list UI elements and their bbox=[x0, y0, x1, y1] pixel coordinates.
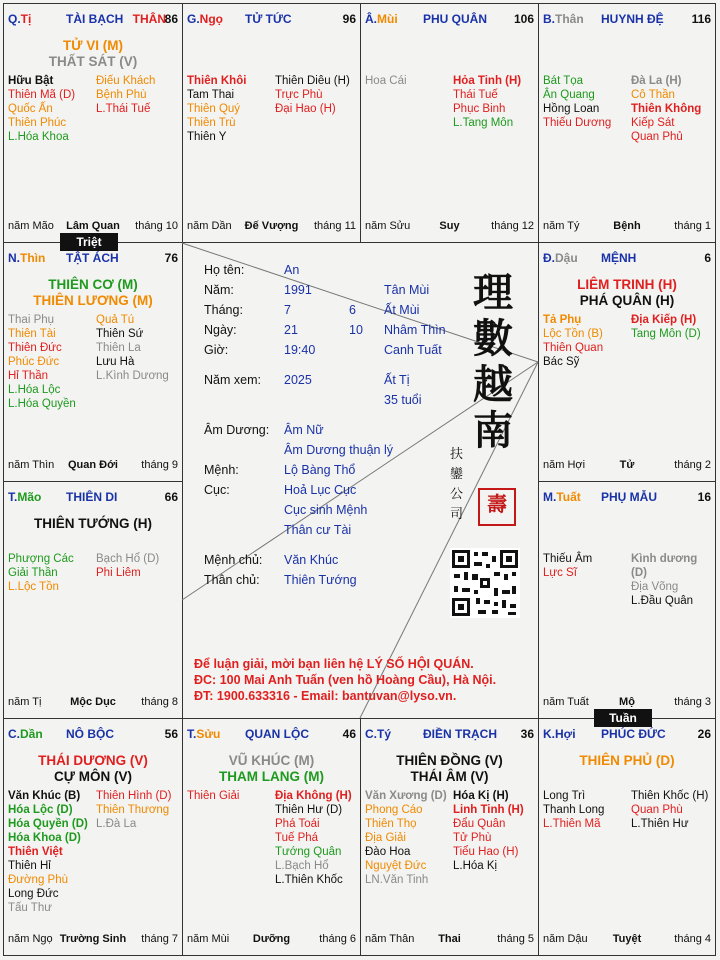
minor-star: Phi Liêm bbox=[96, 567, 141, 579]
minor-star: Linh Tinh (H) bbox=[453, 804, 524, 816]
palace-age: 26 bbox=[697, 727, 711, 741]
contact-line-2: ĐC: 100 Mai Anh Tuấn (ven hồ Hoàng Cầu), Hà Nội. bbox=[194, 673, 497, 687]
minor-star: L.Hóa Lộc bbox=[8, 384, 61, 396]
minor-star: L.Kình Dương bbox=[96, 370, 169, 382]
palace-age: 96 bbox=[342, 12, 356, 26]
palace-name: TÀI BẠCH THÂN bbox=[66, 12, 166, 26]
palace-element: Tị bbox=[20, 12, 32, 26]
palace-branch: M.Tuất bbox=[543, 490, 581, 504]
minor-star: L.Hóa Quyền bbox=[8, 398, 76, 410]
palace-age: 116 bbox=[691, 12, 711, 26]
palace-year: năm Tuất bbox=[543, 696, 589, 708]
palace-year: năm Hợi bbox=[543, 459, 586, 471]
view-year: 2025 bbox=[284, 373, 312, 387]
palace-month: tháng 12 bbox=[491, 220, 534, 232]
palace-age: 76 bbox=[164, 251, 178, 265]
palace-name: HUYNH ĐỆ bbox=[601, 12, 664, 26]
palace-branch: C.Tý bbox=[365, 727, 392, 741]
minor-star: Hóa Lộc (D) bbox=[8, 804, 73, 816]
minor-star: L.Đầu Quân bbox=[631, 595, 694, 607]
palace-branch: C.Dần bbox=[8, 727, 43, 741]
minor-star: Thiên Sứ bbox=[96, 328, 144, 340]
minor-star: Thiên Hư (D) bbox=[275, 804, 343, 816]
calli-char: 數 bbox=[473, 315, 513, 362]
month-lunar-num: 6 bbox=[349, 303, 356, 317]
minor-star: Phúc Đức bbox=[8, 356, 60, 368]
major-star: THÁI DƯƠNG (V) bbox=[38, 753, 148, 768]
palace-branch: T.Mão bbox=[8, 490, 42, 504]
palace-year: năm Thân bbox=[365, 933, 415, 945]
minor-star: L.Thiên Mã bbox=[543, 818, 601, 830]
tuan-tag: Tuần bbox=[594, 709, 652, 727]
minor-star: Quốc Ấn bbox=[8, 103, 53, 115]
palace-month: tháng 10 bbox=[135, 220, 178, 232]
palace-age: 86 bbox=[164, 12, 178, 26]
major-star: THIÊN PHỦ (D) bbox=[579, 753, 675, 768]
palace-branch: Đ.Dậu bbox=[543, 251, 578, 265]
minor-star: Tấu Thư bbox=[8, 902, 52, 914]
minor-star: Thiên Giải bbox=[187, 790, 240, 802]
minor-star: Thiên Thương bbox=[96, 804, 170, 816]
minor-star: Phá Toái bbox=[275, 818, 320, 830]
day-lunar: Nhâm Thìn bbox=[384, 323, 446, 337]
minor-star: L.Lộc Tồn bbox=[8, 581, 59, 593]
palace-stage: Tử bbox=[619, 459, 635, 471]
minor-star: Hoa Cái bbox=[365, 75, 407, 87]
minor-star: Thiên Quý bbox=[187, 103, 241, 115]
contact-line-3[interactable]: ĐT: 1900.633316 - Email: bantuvan@lyso.vn. bbox=[194, 689, 457, 703]
palace-element: Mão bbox=[17, 490, 42, 504]
minor-star: Thái Tuế bbox=[453, 89, 498, 101]
minor-star: L.Thái Tuế bbox=[96, 103, 151, 115]
minor-star: Bạch Hổ (D) bbox=[96, 553, 160, 565]
major-star: LIÊM TRINH (H) bbox=[577, 277, 677, 292]
than-chu-value: Thiên Tướng bbox=[284, 573, 357, 587]
than-chu-label: Thân chủ: bbox=[204, 573, 260, 587]
palace-year: năm Ngọ bbox=[8, 933, 53, 945]
minor-star: Thiên Mã (D) bbox=[8, 89, 76, 101]
palace-element: Tuất bbox=[556, 490, 581, 504]
major-star: THIÊN CƠ (M) bbox=[48, 277, 138, 292]
minor-star: Văn Xương (D) bbox=[365, 790, 447, 802]
major-star: CỰ MÔN (V) bbox=[54, 769, 132, 784]
minor-star: Hóa Khoa (D) bbox=[8, 832, 81, 844]
day-solar: 21 bbox=[284, 323, 298, 337]
minor-star: Thiên Đức bbox=[8, 342, 62, 354]
palace-name: PHỤ MẪU bbox=[601, 490, 657, 504]
minor-star: Thanh Long bbox=[543, 804, 605, 816]
minor-star: Thiên Việt bbox=[8, 846, 63, 858]
palace-element: Sửu bbox=[196, 727, 221, 741]
palace-month: tháng 8 bbox=[141, 696, 178, 708]
palace-year: năm Dậu bbox=[543, 933, 588, 945]
qr-code-icon[interactable] bbox=[450, 548, 520, 618]
minor-star: Tử Phù bbox=[453, 832, 492, 844]
palace-year: năm Sửu bbox=[365, 220, 411, 232]
minor-star: Lộc Tồn (B) bbox=[543, 328, 603, 340]
palace-stage: Trường Sinh bbox=[59, 933, 127, 945]
major-star: THIÊN ĐỒNG (V) bbox=[396, 753, 503, 768]
minor-star: Trực Phù bbox=[275, 89, 323, 101]
minor-star: Đại Hao (H) bbox=[275, 103, 336, 115]
palace-element: Thìn bbox=[20, 251, 46, 265]
palace-name: THIÊN DI bbox=[66, 490, 118, 504]
palace-branch: B.Thân bbox=[543, 12, 584, 26]
view-year-label: Năm xem: bbox=[204, 373, 261, 387]
palace-year: năm Tý bbox=[543, 220, 580, 232]
minor-star: Tuế Phá bbox=[275, 832, 319, 844]
palace-element: Mùi bbox=[377, 12, 398, 26]
seal-stamp-icon: 壽 bbox=[478, 488, 516, 526]
calli-char: 越 bbox=[473, 361, 513, 408]
palace-age: 16 bbox=[697, 490, 711, 504]
palace-stage: Tuyệt bbox=[612, 933, 642, 945]
palace-year: năm Mão bbox=[8, 220, 54, 232]
triet-tag: Triệt bbox=[60, 233, 118, 251]
minor-star: Thiên Thọ bbox=[365, 818, 417, 830]
view-lunar: Ất Tị bbox=[384, 373, 410, 387]
palace-element: Tý bbox=[377, 727, 392, 741]
palace-name: TẬT ÁCH bbox=[66, 251, 119, 265]
palace-month: tháng 3 bbox=[674, 696, 711, 708]
minor-star: L.Hóa Khoa bbox=[8, 131, 69, 143]
palace-month: tháng 1 bbox=[674, 220, 711, 232]
minor-star: Thiên Khôi bbox=[187, 75, 247, 87]
palace-branch: T.Sửu bbox=[187, 727, 221, 741]
minor-star: Thiên Không bbox=[631, 103, 702, 115]
minor-star: Phục Binh bbox=[453, 103, 506, 115]
minor-star: Phong Cáo bbox=[365, 804, 423, 816]
calli-char: 理 bbox=[473, 269, 513, 316]
palace-name: QUAN LỘC bbox=[245, 727, 309, 741]
palace-age: 106 bbox=[513, 12, 534, 26]
minor-star: Hữu Bật bbox=[8, 75, 54, 87]
palace-element: Dần bbox=[20, 727, 43, 741]
than-marker: THÂN bbox=[132, 12, 166, 26]
palace-branch: Q.Tị bbox=[8, 12, 32, 26]
minor-star: L.Bạch Hổ bbox=[275, 860, 329, 872]
palace-month: tháng 2 bbox=[674, 459, 711, 471]
palace-month: tháng 6 bbox=[319, 933, 356, 945]
minor-star: Thiếu Dương bbox=[543, 117, 612, 129]
palace-year: năm Tị bbox=[8, 696, 42, 708]
minor-star: Lưu Hà bbox=[96, 356, 135, 368]
palace-name: NÔ BỘC bbox=[66, 727, 114, 741]
minor-star: Văn Khúc (B) bbox=[8, 790, 81, 802]
menh-value: Lộ Bàng Thổ bbox=[284, 463, 356, 477]
minor-star: L.Thiên Khốc bbox=[275, 874, 343, 886]
minor-star: Bệnh Phù bbox=[96, 89, 147, 101]
month-solar: 7 bbox=[284, 303, 291, 317]
palace-branch: K.Hợi bbox=[543, 727, 576, 741]
minor-star: Đường Phù bbox=[8, 874, 68, 886]
contact-block bbox=[194, 656, 496, 704]
palace-name: ĐIỀN TRẠCH bbox=[423, 727, 497, 741]
minor-star: L.Đà La bbox=[96, 818, 137, 830]
minor-star: L.Tang Môn bbox=[453, 117, 514, 129]
day-lunar-num: 10 bbox=[349, 323, 363, 337]
menh-chu-value: Văn Khúc bbox=[284, 553, 339, 567]
minor-star: Địa Võng bbox=[631, 581, 679, 593]
minor-star: Tiểu Hao (H) bbox=[453, 846, 519, 858]
minor-star: Địa Giải bbox=[365, 832, 406, 844]
palace-stage: Mộ bbox=[619, 696, 635, 708]
palace-stage: Dưỡng bbox=[252, 933, 291, 945]
palace-month: tháng 7 bbox=[141, 933, 178, 945]
minor-star: Cô Thần bbox=[631, 89, 675, 101]
minor-star: Điếu Khách bbox=[96, 75, 156, 87]
minor-star: Quan Phủ bbox=[631, 131, 683, 143]
palace-branch: Â.Mùi bbox=[365, 12, 398, 26]
palace-stage: Mộc Dục bbox=[70, 696, 116, 708]
minor-star: Tả Phụ bbox=[543, 314, 582, 326]
month-label: Tháng: bbox=[204, 303, 243, 317]
year-label: Năm: bbox=[204, 283, 234, 297]
minor-star: Kiếp Sát bbox=[631, 117, 675, 129]
palace-branch: N.Thìn bbox=[8, 251, 46, 265]
minor-star: Thiên Quan bbox=[543, 342, 604, 354]
palace-stage: Thai bbox=[438, 933, 461, 945]
major-star: THIÊN TƯỚNG (H) bbox=[34, 516, 152, 531]
minor-star: Bát Tọa bbox=[543, 75, 584, 87]
minor-star: Hóa Quyền (D) bbox=[8, 818, 88, 830]
palace-stage: Lâm Quan bbox=[66, 220, 120, 232]
palace-age: 56 bbox=[164, 727, 178, 741]
minor-star: Nguyệt Đức bbox=[365, 860, 427, 872]
contact-line-1: Để luận giải, mời bạn liên hệ LÝ SỐ HỘI QUÁN. bbox=[194, 657, 474, 671]
palace-name: PHÚC ĐỨC bbox=[601, 727, 666, 741]
am-duong-value: Âm Nữ bbox=[284, 423, 324, 437]
minor-star: Thiên Phúc bbox=[8, 117, 67, 129]
am-duong-label: Âm Dương: bbox=[204, 423, 270, 437]
major-star: THIÊN LƯƠNG (M) bbox=[33, 293, 153, 308]
minor-star: Thai Phụ bbox=[8, 314, 55, 326]
palace-year: năm Mùi bbox=[187, 933, 230, 945]
hour-value: 19:40 bbox=[284, 343, 316, 357]
minor-star: Thiên La bbox=[96, 342, 141, 354]
name-value: An bbox=[284, 263, 300, 277]
palace-stage: Bệnh bbox=[613, 220, 641, 232]
minor-star: Lực Sĩ bbox=[543, 567, 577, 579]
minor-star: Địa Không (H) bbox=[275, 790, 352, 802]
palace-branch: G.Ngọ bbox=[187, 12, 223, 26]
minor-star: Hồng Loan bbox=[543, 103, 600, 115]
minor-star: Phượng Các bbox=[8, 553, 74, 565]
seal-text: 扶 鑾 公 司 bbox=[450, 447, 464, 522]
minor-star: Hỉ Thần bbox=[8, 370, 49, 382]
minor-star: Hóa Kị (H) bbox=[453, 790, 509, 802]
major-star: VŨ KHÚC (M) bbox=[228, 753, 315, 768]
minor-star: Bác Sỹ bbox=[543, 356, 580, 368]
palace-name: PHU QUÂN bbox=[423, 12, 488, 26]
calligraphy-title bbox=[468, 270, 518, 454]
palace-age: 46 bbox=[342, 727, 356, 741]
minor-star: Hỏa Tinh (H) bbox=[453, 75, 522, 87]
year-solar: 1991 bbox=[284, 283, 312, 297]
palace-month: tháng 5 bbox=[497, 933, 534, 945]
minor-star: Đẩu Quân bbox=[453, 818, 506, 830]
major-star: THẤT SÁT (V) bbox=[48, 54, 138, 69]
palace-age: 6 bbox=[704, 251, 711, 265]
minor-star: Long Trì bbox=[543, 790, 586, 802]
minor-star: LN.Văn Tinh bbox=[365, 874, 429, 886]
cuc-label: Cục: bbox=[204, 483, 230, 497]
minor-star: Thiên Y bbox=[187, 131, 227, 143]
minor-star: L.Thiên Hư bbox=[631, 818, 689, 830]
age-value: 35 tuổi bbox=[384, 393, 422, 407]
minor-star: Đào Hoa bbox=[365, 846, 411, 858]
major-star: TỬ VI (M) bbox=[63, 38, 123, 53]
major-star: PHÁ QUÂN (H) bbox=[579, 293, 675, 308]
minor-star: Kình dương (D) bbox=[631, 553, 698, 579]
minor-star: Tướng Quân bbox=[275, 846, 342, 858]
cuc-note-2: Thân cư Tài bbox=[284, 523, 352, 537]
palace-element: Dậu bbox=[555, 251, 578, 265]
palace-name: MỆNH bbox=[601, 251, 637, 265]
minor-star: Thiên Diêu (H) bbox=[275, 75, 350, 87]
minor-star: Thiên Khốc (H) bbox=[631, 790, 709, 802]
minor-star: Thiên Hình (D) bbox=[96, 790, 172, 802]
major-star: THÁI ÂM (V) bbox=[410, 769, 489, 784]
day-label: Ngày: bbox=[204, 323, 237, 337]
cuc-value: Hoả Lục Cục bbox=[284, 483, 357, 497]
minor-star: Thiếu Âm bbox=[543, 553, 593, 565]
palace-name: TỬ TỨC bbox=[245, 12, 292, 26]
palace-stage: Đế Vượng bbox=[244, 220, 299, 232]
name-label: Họ tên: bbox=[204, 263, 245, 277]
palace-age: 66 bbox=[164, 490, 178, 504]
cuc-note-1: Cục sinh Mệnh bbox=[284, 503, 368, 517]
palace-month: tháng 9 bbox=[141, 459, 178, 471]
minor-star: Địa Kiếp (H) bbox=[631, 314, 697, 326]
palace-month: tháng 4 bbox=[674, 933, 711, 945]
minor-star: Quan Phù bbox=[631, 804, 683, 816]
am-duong-note: Âm Dương thuận lý bbox=[284, 443, 393, 457]
minor-star: Long Đức bbox=[8, 888, 59, 900]
minor-star: Đà La (H) bbox=[631, 75, 682, 87]
minor-star: Tam Thai bbox=[187, 89, 235, 101]
calli-char: 南 bbox=[473, 407, 513, 454]
month-lunar: Ất Mùi bbox=[384, 303, 420, 317]
palace-element: Ngọ bbox=[199, 12, 223, 26]
major-star: THAM LANG (M) bbox=[219, 769, 324, 784]
menh-chu-label: Mệnh chủ: bbox=[204, 553, 263, 567]
minor-star: Ân Quang bbox=[543, 89, 595, 101]
hour-lunar: Canh Tuất bbox=[384, 343, 442, 357]
year-lunar: Tân Mùi bbox=[384, 283, 430, 297]
palace-stage: Quan Đới bbox=[68, 459, 118, 471]
palace-age: 36 bbox=[520, 727, 534, 741]
palace-year: năm Dần bbox=[187, 220, 232, 232]
minor-star: L.Hóa Kị bbox=[453, 860, 498, 872]
menh-label: Mệnh: bbox=[204, 463, 239, 477]
minor-star: Quả Tú bbox=[96, 314, 135, 326]
palace-year: năm Thìn bbox=[8, 459, 55, 471]
hour-label: Giờ: bbox=[204, 343, 229, 357]
palace-month: tháng 11 bbox=[313, 220, 356, 232]
palace-stage: Suy bbox=[439, 220, 460, 232]
minor-star: Thiên Trù bbox=[187, 117, 236, 129]
palace-element: Hợi bbox=[555, 727, 576, 741]
minor-star: Tang Môn (D) bbox=[631, 328, 701, 340]
minor-star: Thiên Hỉ bbox=[8, 860, 51, 872]
palace-element: Thân bbox=[555, 12, 584, 26]
minor-star: Giải Thần bbox=[8, 567, 58, 579]
minor-star: Thiên Tài bbox=[8, 328, 56, 340]
